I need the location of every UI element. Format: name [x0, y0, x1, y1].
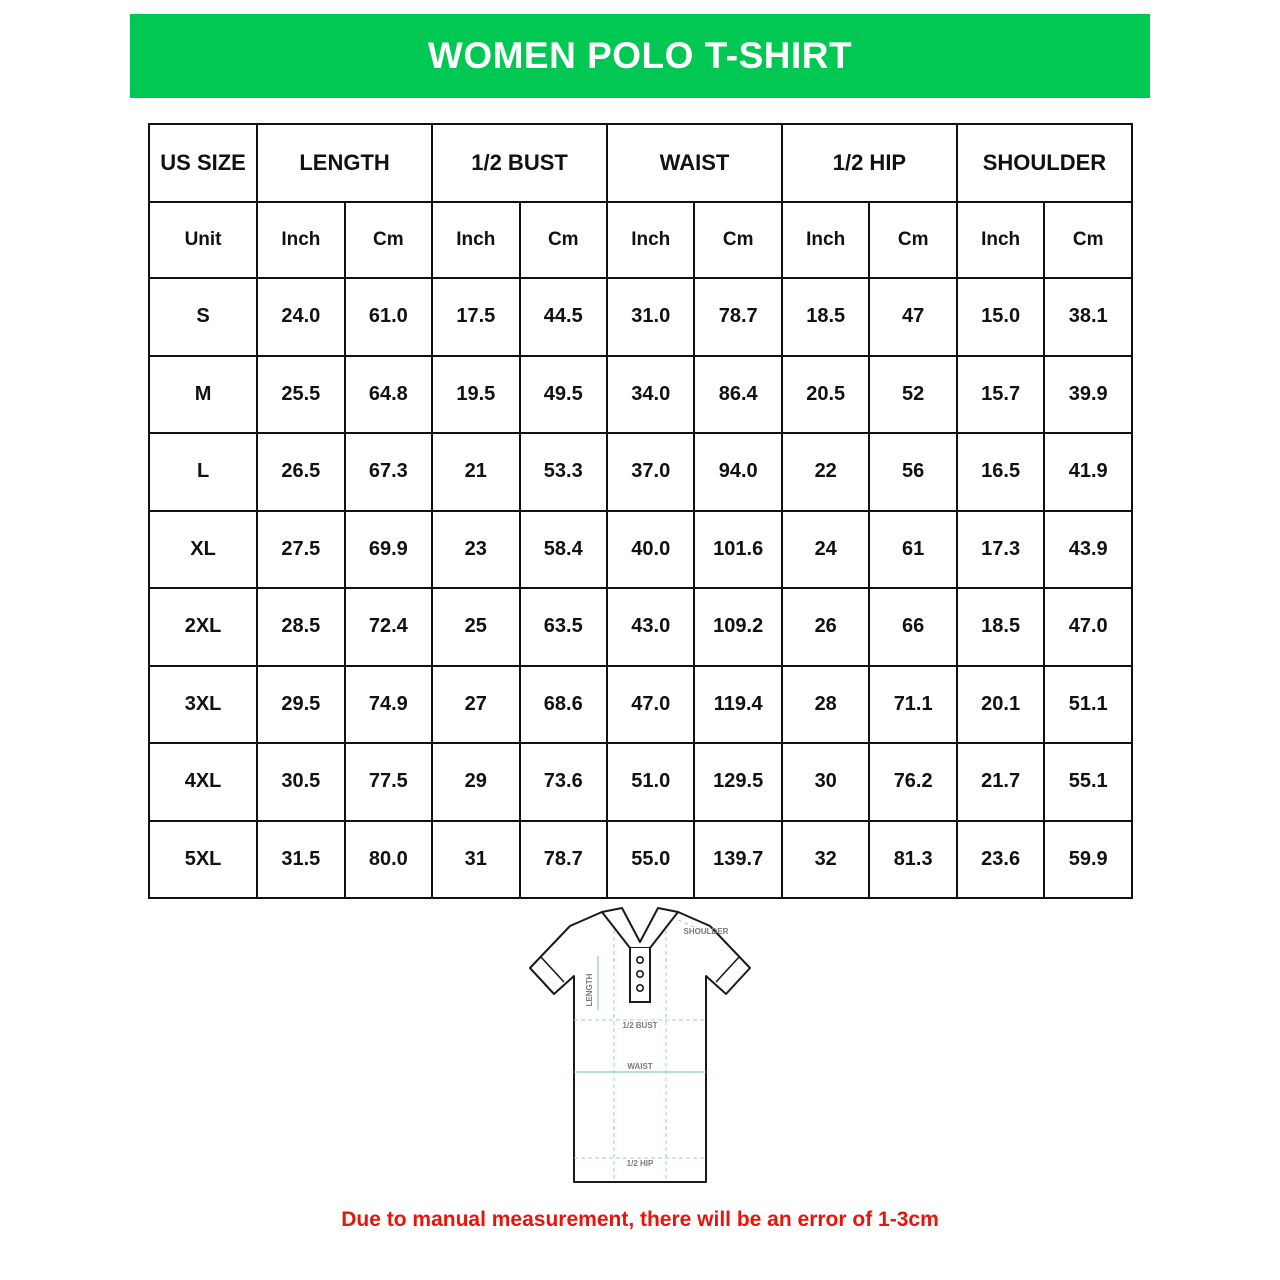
- cell-hip-inch: 26: [782, 588, 869, 666]
- cell-length-cm: 67.3: [345, 433, 432, 511]
- cell-waist-inch: 31.0: [607, 278, 694, 356]
- unit-shoulder-inch: Inch: [957, 202, 1044, 278]
- page-title: WOMEN POLO T-SHIRT: [427, 35, 853, 76]
- cell-waist-cm: 86.4: [694, 356, 781, 434]
- cell-hip-inch: 22: [782, 433, 869, 511]
- table-row: [149, 433, 1132, 511]
- polo-diagram-container: [0, 890, 1280, 1200]
- measurement-note: Due to manual measurement, there will be an error of 1-3cm: [341, 1208, 939, 1231]
- cell-bust-inch: 17.5: [432, 278, 519, 356]
- size-table-container: [148, 123, 1133, 899]
- cell-hip-cm: 52: [869, 356, 956, 434]
- unit-length-cm: Cm: [345, 202, 432, 278]
- cell-shoulder-cm: 51.1: [1044, 666, 1132, 744]
- cell-length-cm: 69.9: [345, 511, 432, 589]
- unit-shoulder-cm: Cm: [1044, 202, 1132, 278]
- cell-bust-cm: 68.6: [520, 666, 607, 744]
- cell-hip-inch: 30: [782, 743, 869, 821]
- unit-label: Unit: [149, 202, 257, 278]
- cell-bust-inch: 29: [432, 743, 519, 821]
- table-unit-row: [149, 202, 1132, 278]
- cell-length-inch: 30.5: [257, 743, 344, 821]
- cell-shoulder-inch: 17.3: [957, 511, 1044, 589]
- cell-bust-cm: 44.5: [520, 278, 607, 356]
- cell-shoulder-cm: 38.1: [1044, 278, 1132, 356]
- label-shoulder: SHOULDER: [683, 927, 729, 936]
- unit-length-inch: Inch: [257, 202, 344, 278]
- cell-bust-inch: 25: [432, 588, 519, 666]
- polo-shirt-diagram: [510, 890, 770, 1190]
- cell-hip-cm: 71.1: [869, 666, 956, 744]
- label-half-bust: 1/2 BUST: [622, 1021, 658, 1030]
- cell-length-inch: 28.5: [257, 588, 344, 666]
- cell-shoulder-inch: 21.7: [957, 743, 1044, 821]
- cell-bust-cm: 78.7: [520, 821, 607, 899]
- unit-waist-cm: Cm: [694, 202, 781, 278]
- button-icon: [637, 985, 643, 991]
- cell-shoulder-inch: 23.6: [957, 821, 1044, 899]
- cell-shoulder-cm: 55.1: [1044, 743, 1132, 821]
- button-icon: [637, 971, 643, 977]
- unit-bust-cm: Cm: [520, 202, 607, 278]
- cell-hip-inch: 20.5: [782, 356, 869, 434]
- cell-waist-cm: 78.7: [694, 278, 781, 356]
- label-length: LENGTH: [585, 973, 594, 1007]
- cell-waist-cm: 109.2: [694, 588, 781, 666]
- cell-waist-inch: 34.0: [607, 356, 694, 434]
- label-half-hip: 1/2 HIP: [626, 1159, 654, 1168]
- cell-waist-inch: 51.0: [607, 743, 694, 821]
- cell-hip-cm: 76.2: [869, 743, 956, 821]
- group-header-length: LENGTH: [257, 124, 432, 202]
- row-size-label: 4XL: [149, 743, 257, 821]
- row-size-label: S: [149, 278, 257, 356]
- cell-hip-inch: 32: [782, 821, 869, 899]
- row-size-label: 3XL: [149, 666, 257, 744]
- cell-waist-inch: 47.0: [607, 666, 694, 744]
- table-row: [149, 278, 1132, 356]
- cell-length-cm: 64.8: [345, 356, 432, 434]
- cell-length-inch: 26.5: [257, 433, 344, 511]
- cell-bust-cm: 53.3: [520, 433, 607, 511]
- cell-hip-cm: 66: [869, 588, 956, 666]
- cell-length-cm: 72.4: [345, 588, 432, 666]
- unit-hip-inch: Inch: [782, 202, 869, 278]
- cell-bust-inch: 31: [432, 821, 519, 899]
- cell-waist-cm: 101.6: [694, 511, 781, 589]
- cell-length-cm: 61.0: [345, 278, 432, 356]
- cell-shoulder-inch: 16.5: [957, 433, 1044, 511]
- cell-hip-cm: 47: [869, 278, 956, 356]
- cell-hip-cm: 56: [869, 433, 956, 511]
- table-row: [149, 511, 1132, 589]
- cell-length-inch: 27.5: [257, 511, 344, 589]
- cell-hip-inch: 28: [782, 666, 869, 744]
- cell-bust-inch: 27: [432, 666, 519, 744]
- cell-bust-cm: 63.5: [520, 588, 607, 666]
- cell-bust-inch: 21: [432, 433, 519, 511]
- label-waist: WAIST: [627, 1062, 653, 1071]
- cell-hip-inch: 18.5: [782, 278, 869, 356]
- cell-waist-inch: 43.0: [607, 588, 694, 666]
- unit-bust-inch: Inch: [432, 202, 519, 278]
- cell-bust-cm: 49.5: [520, 356, 607, 434]
- cell-bust-inch: 19.5: [432, 356, 519, 434]
- row-size-label: M: [149, 356, 257, 434]
- cell-waist-cm: 94.0: [694, 433, 781, 511]
- cell-waist-cm: 139.7: [694, 821, 781, 899]
- cell-length-inch: 31.5: [257, 821, 344, 899]
- cell-waist-inch: 37.0: [607, 433, 694, 511]
- cell-shoulder-cm: 39.9: [1044, 356, 1132, 434]
- cell-length-inch: 25.5: [257, 356, 344, 434]
- cell-waist-inch: 40.0: [607, 511, 694, 589]
- group-header-shoulder: SHOULDER: [957, 124, 1132, 202]
- group-header-half-hip: 1/2 HIP: [782, 124, 957, 202]
- cell-hip-cm: 61: [869, 511, 956, 589]
- cell-hip-inch: 24: [782, 511, 869, 589]
- cell-shoulder-cm: 59.9: [1044, 821, 1132, 899]
- cell-shoulder-cm: 47.0: [1044, 588, 1132, 666]
- cell-length-cm: 80.0: [345, 821, 432, 899]
- cell-shoulder-cm: 43.9: [1044, 511, 1132, 589]
- cell-bust-inch: 23: [432, 511, 519, 589]
- row-size-label: XL: [149, 511, 257, 589]
- cell-length-inch: 24.0: [257, 278, 344, 356]
- cell-shoulder-inch: 15.0: [957, 278, 1044, 356]
- table-row: [149, 821, 1132, 899]
- group-header-half-bust: 1/2 BUST: [432, 124, 607, 202]
- row-size-label: L: [149, 433, 257, 511]
- table-row: [149, 743, 1132, 821]
- row-size-label: 2XL: [149, 588, 257, 666]
- group-header-us-size: US SIZE: [149, 124, 257, 202]
- table-row: [149, 666, 1132, 744]
- cell-hip-cm: 81.3: [869, 821, 956, 899]
- page-title-bar: [130, 14, 1150, 98]
- unit-hip-cm: Cm: [869, 202, 956, 278]
- cell-shoulder-inch: 15.7: [957, 356, 1044, 434]
- table-row: [149, 356, 1132, 434]
- size-table: [148, 123, 1133, 899]
- button-icon: [637, 957, 643, 963]
- cell-length-cm: 74.9: [345, 666, 432, 744]
- table-group-header-row: [149, 124, 1132, 202]
- cell-waist-cm: 129.5: [694, 743, 781, 821]
- row-size-label: 5XL: [149, 821, 257, 899]
- cell-bust-cm: 58.4: [520, 511, 607, 589]
- cell-length-inch: 29.5: [257, 666, 344, 744]
- cell-length-cm: 77.5: [345, 743, 432, 821]
- table-row: [149, 588, 1132, 666]
- cell-bust-cm: 73.6: [520, 743, 607, 821]
- cell-shoulder-inch: 20.1: [957, 666, 1044, 744]
- cell-shoulder-cm: 41.9: [1044, 433, 1132, 511]
- cell-waist-inch: 55.0: [607, 821, 694, 899]
- group-header-waist: WAIST: [607, 124, 782, 202]
- unit-waist-inch: Inch: [607, 202, 694, 278]
- cell-shoulder-inch: 18.5: [957, 588, 1044, 666]
- cell-waist-cm: 119.4: [694, 666, 781, 744]
